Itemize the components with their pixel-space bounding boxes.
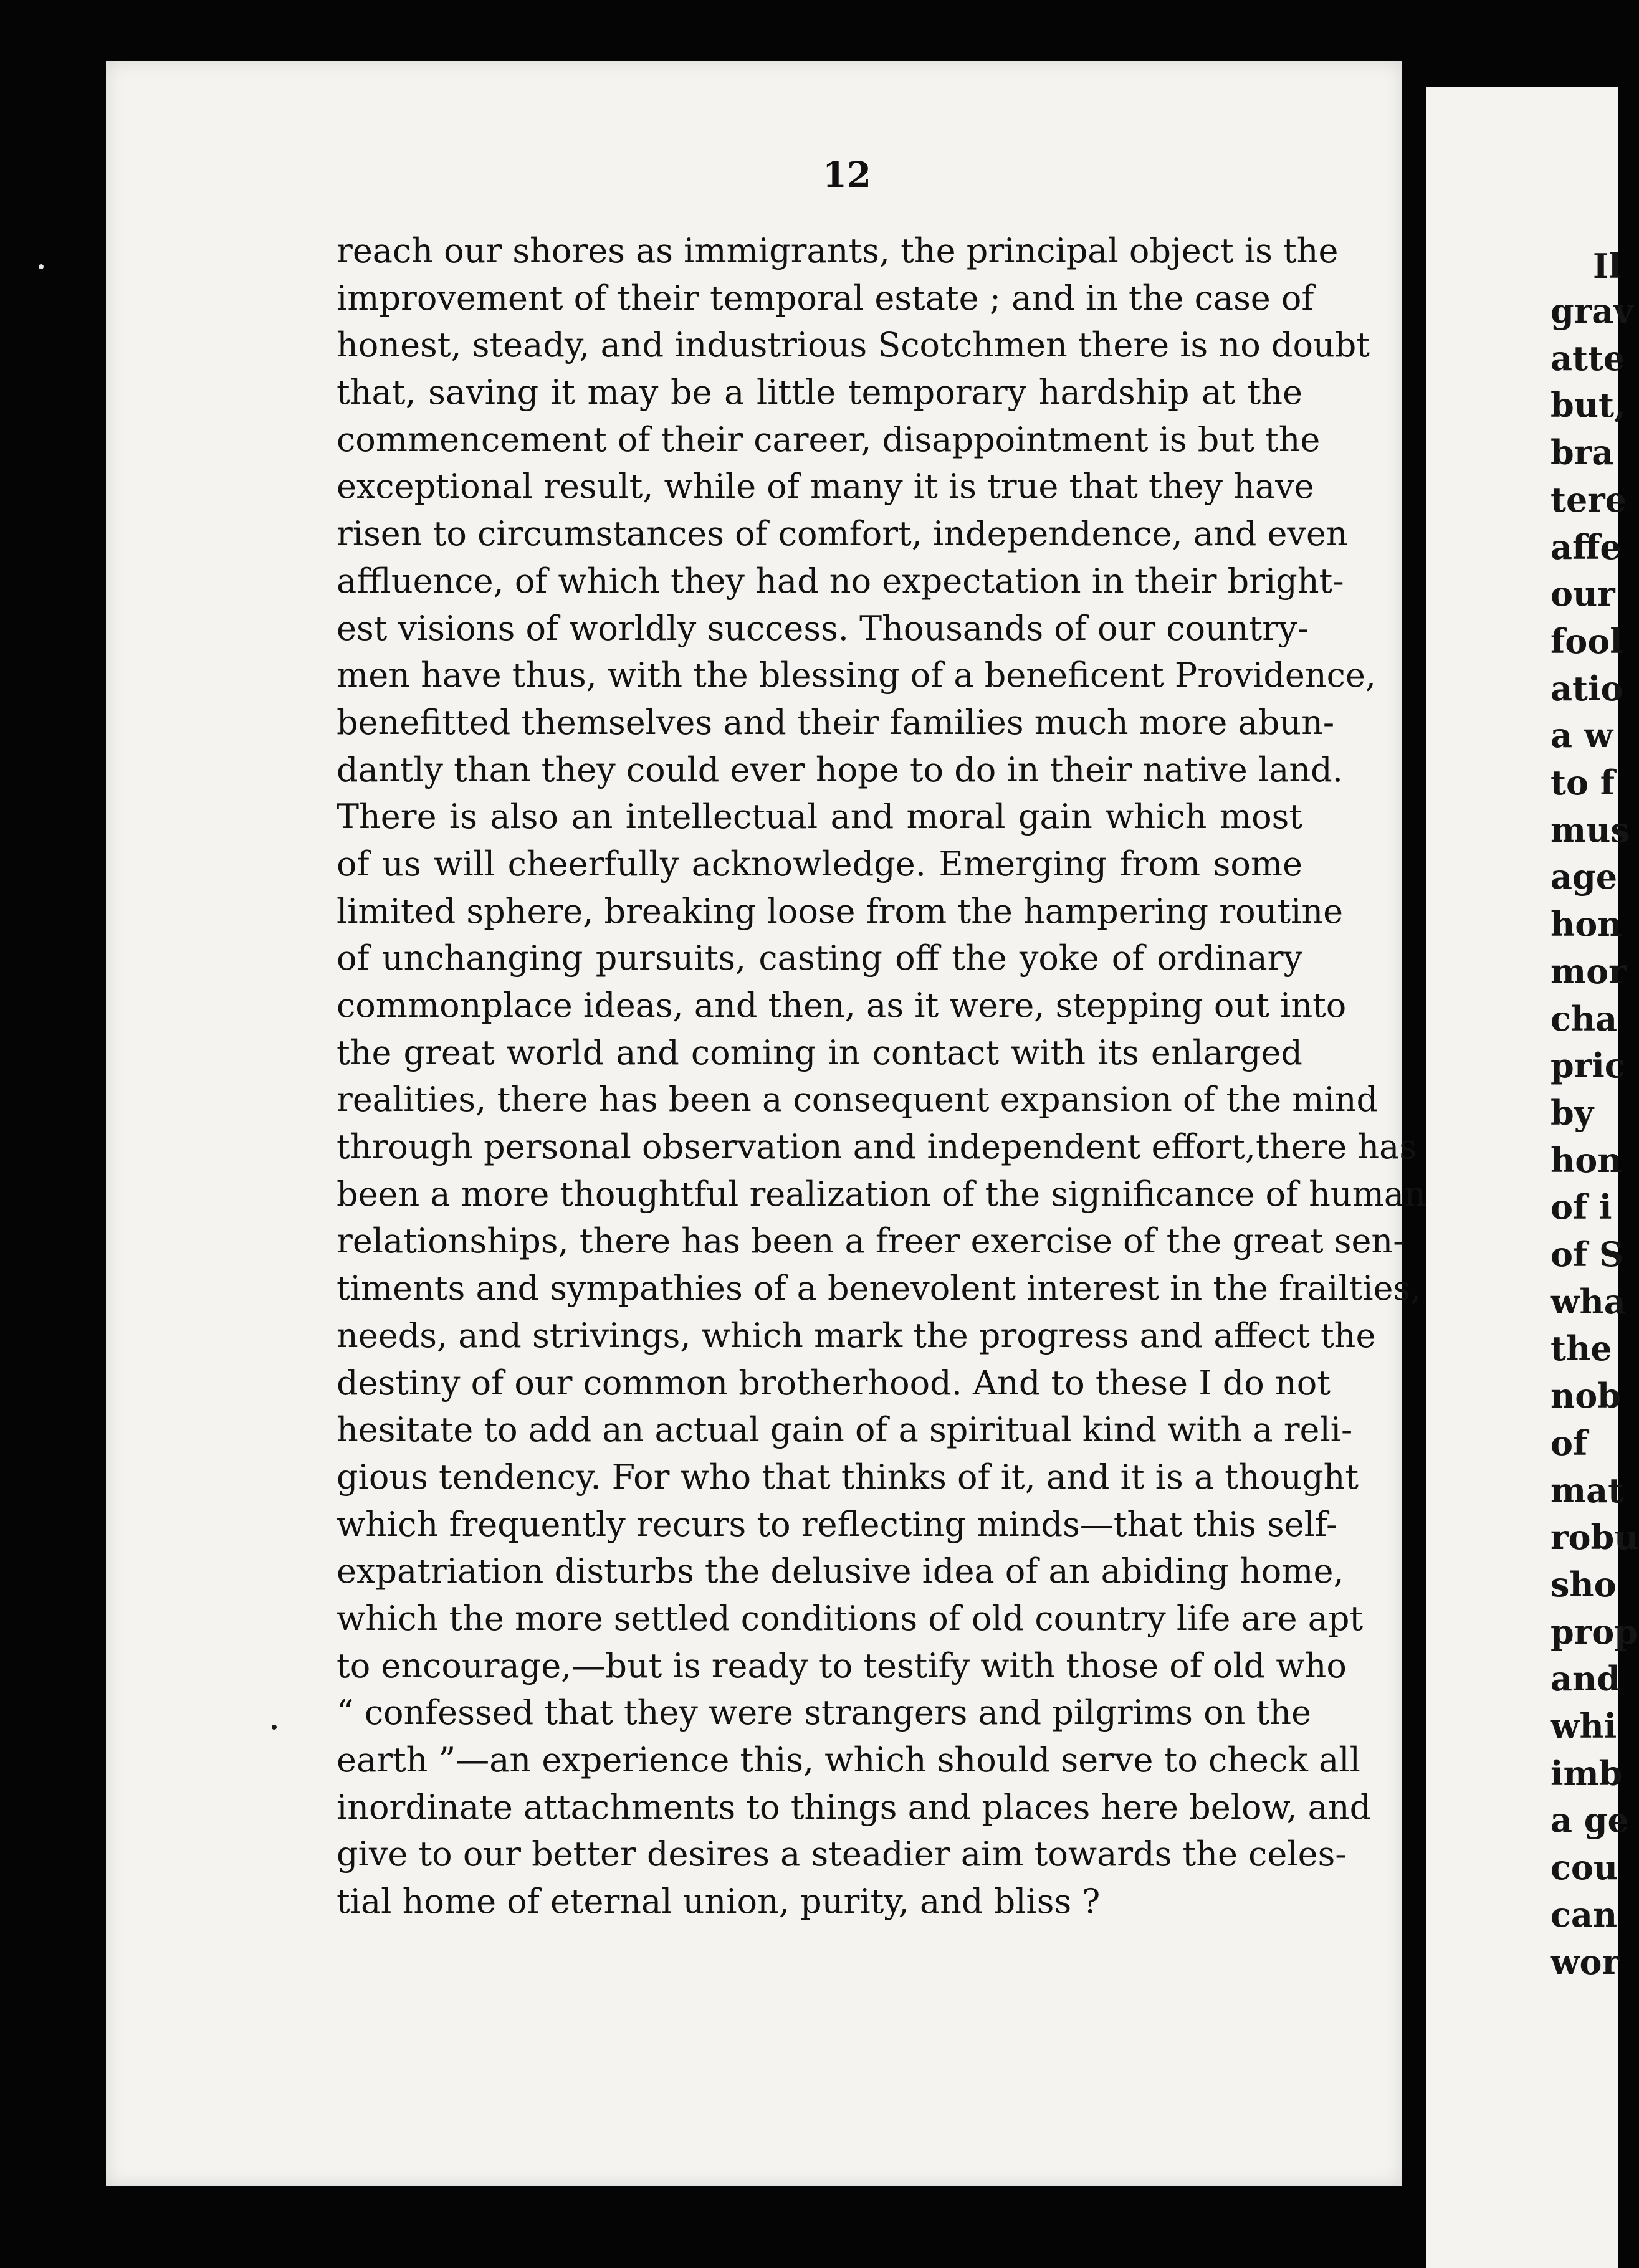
text-line: to encourage,—but is ready to testify with those of old who (337, 1646, 1347, 1685)
right-page-fragment: fool (1551, 621, 1623, 661)
right-page-fragment: our (1551, 574, 1615, 614)
right-page-fragment: of S (1551, 1234, 1624, 1274)
text-line: “ confessed that they were strangers and pilgrims on the (337, 1693, 1311, 1733)
right-page-fragment: nob (1551, 1376, 1622, 1416)
right-page-fragment: of i (1551, 1187, 1612, 1227)
right-page-fragment: wha (1551, 1281, 1626, 1322)
text-line: hesitate to add an actual gain of a spiritual kind with a reli- (337, 1410, 1353, 1450)
text-line: realities, there has been a consequent expansion of the mind (337, 1080, 1379, 1120)
right-page-fragment: of (1551, 1422, 1588, 1463)
text-line: men have thus, with the blessing of a beneficent Providence, (337, 655, 1376, 695)
right-page-fragment: sho (1551, 1564, 1617, 1604)
right-page-fragment: prop (1551, 1611, 1638, 1652)
text-line: inordinate attachments to things and places here below, and (337, 1787, 1372, 1827)
right-page-fragment: affe (1551, 526, 1622, 567)
right-page-fragment: mat (1551, 1470, 1624, 1510)
text-line: benefitted themselves and their families much more abun- (337, 702, 1335, 742)
text-line: the great world and coming in contact with its enlarged (337, 1032, 1302, 1072)
right-page-fragment: a w (1551, 715, 1613, 756)
text-line: which frequently recurs to reflecting minds—that this self- (337, 1504, 1338, 1544)
right-page-fragment: a ge (1551, 1800, 1629, 1841)
text-line: tial home of eternal union, purity, and bliss ? (337, 1882, 1101, 1922)
right-page-edge (1426, 87, 1639, 2268)
text-line: dantly than they could ever hope to do in their native land. (337, 750, 1343, 789)
body-text (337, 227, 1426, 1925)
text-line: affluence, of which they had no expectation in their bright- (337, 561, 1344, 601)
text-line: gious tendency. For who that thinks of it, and it is a thought (337, 1457, 1359, 1497)
right-page-fragment: can (1551, 1894, 1618, 1935)
right-page-fragment: and (1551, 1659, 1621, 1699)
right-page-fragment: mor (1551, 951, 1627, 991)
text-line: expatriation disturbs the delusive idea of an abiding home, (337, 1551, 1344, 1591)
text-line: give to our better desires a steadier aim towards the celes- (337, 1834, 1347, 1874)
right-page-fragment: whi (1551, 1706, 1617, 1746)
speck-mark (39, 264, 44, 269)
text-line: of us will cheerfully acknowledge. Emerging from some (337, 844, 1302, 884)
right-page-fragment: robu (1551, 1517, 1639, 1558)
text-line: of unchanging pursuits, casting off the yoke of ordinary (337, 938, 1302, 978)
right-page-fragment: grav (1551, 291, 1633, 331)
right-page-fragment: wor (1551, 1942, 1620, 1982)
right-page-fragment: cou (1551, 1847, 1618, 1888)
right-page-fragment: Il (1593, 246, 1622, 286)
right-page-fragment: by (1551, 1092, 1594, 1133)
text-line: needs, and strivings, which mark the progress and affect the (337, 1315, 1376, 1355)
text-line: destiny of our common brotherhood. And to these I do not (337, 1363, 1331, 1403)
text-line: improvement of their temporal estate ; and in the case of (337, 278, 1314, 318)
text-line: honest, steady, and industrious Scotchmen there is no doubt (337, 325, 1370, 365)
right-page-fragment: atio (1551, 668, 1623, 708)
right-page-fragment: imb (1551, 1753, 1623, 1793)
right-page-fragment: to f (1551, 763, 1615, 803)
text-line: limited sphere, breaking loose from the hampering routine (337, 891, 1344, 931)
text-line: There is also an intellectual and moral gain which most (337, 797, 1302, 837)
text-line: exceptional result, while of many it is true that they have (337, 467, 1314, 507)
right-page-fragment: hon (1551, 1140, 1622, 1180)
text-line: been a more thoughtful realization of the significance of human (337, 1174, 1426, 1214)
text-line: that, saving it may be a little temporary hardship at the (337, 373, 1302, 412)
text-line: relationships, there has been a freer exercise of the great sen- (337, 1221, 1405, 1261)
page-number: 12 (823, 155, 871, 196)
right-page-fragment: atte (1551, 338, 1625, 378)
text-line: reach our shores as immigrants, the principal object is the (337, 231, 1339, 270)
text-line: est visions of worldly success. Thousands of our country- (337, 608, 1309, 648)
right-page-fragment: mus (1551, 809, 1630, 850)
text-line: timents and sympathies of a benevolent interest in the frailties, (337, 1269, 1422, 1308)
text-line: risen to circumstances of comfort, independence, and even (337, 514, 1348, 554)
right-page-fragment: age (1551, 857, 1618, 897)
right-page-fragment: cha (1551, 998, 1618, 1039)
right-page-fragment: bra (1551, 432, 1614, 473)
text-line: through personal observation and independent effort,there has (337, 1127, 1417, 1167)
text-line: earth ”—an experience this, which should serve to check all (337, 1740, 1360, 1780)
right-page-fragment: hon (1551, 904, 1622, 945)
text-line: which the more settled conditions of old country life are apt (337, 1598, 1364, 1638)
right-page-fragment: but, (1551, 385, 1626, 426)
text-line: commencement of their career, disappointment is but the (337, 419, 1321, 459)
speck-mark (272, 1725, 277, 1730)
right-page-fragment: the (1551, 1328, 1612, 1369)
right-page-fragment: pric (1551, 1046, 1625, 1086)
text-line: commonplace ideas, and then, as it were, stepping out into (337, 986, 1347, 1025)
right-page-fragment: tere (1551, 479, 1627, 520)
